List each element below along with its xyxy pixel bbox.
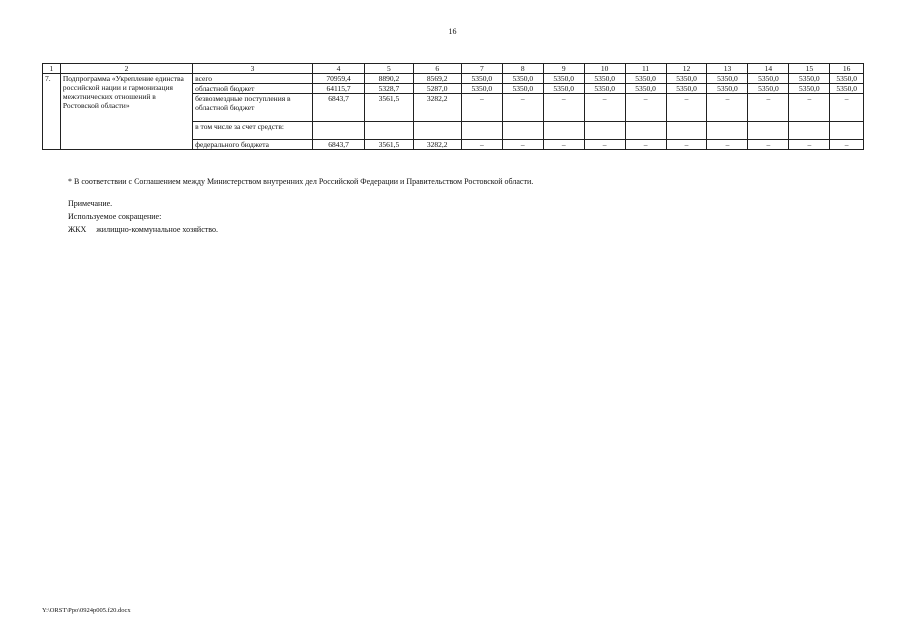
value-cell: 5350,0 <box>830 84 864 94</box>
value-cell: 5350,0 <box>584 84 625 94</box>
abbreviation-definition: жилищно-коммунальное хозяйство. <box>96 225 218 234</box>
footnote: * В соответствии с Соглашением между Министерством внутренних дел Российской Федерации и Правительством Ростовской области. <box>68 177 534 186</box>
value-cell: 8890,2 <box>365 74 413 84</box>
value-cell: – <box>666 140 707 150</box>
value-cell: – <box>789 140 830 150</box>
value-cell: – <box>748 140 789 150</box>
value-cell: 5350,0 <box>666 84 707 94</box>
value-cell: 5350,0 <box>707 84 748 94</box>
value-cell: 70959,4 <box>312 74 364 84</box>
row-number: 7. <box>43 74 61 150</box>
table-body <box>43 64 864 150</box>
value-cell: – <box>584 140 625 150</box>
value-cell: – <box>830 140 864 150</box>
value-cell: – <box>543 94 584 122</box>
value-cell: 5350,0 <box>543 84 584 94</box>
value-cell: 64115,7 <box>312 84 364 94</box>
value-cell: – <box>502 94 543 122</box>
column-header: 9 <box>543 64 584 74</box>
value-cell <box>502 122 543 140</box>
value-cell: – <box>830 94 864 122</box>
value-cell: – <box>789 94 830 122</box>
value-cell: 8569,2 <box>413 74 461 84</box>
value-cell: 6843,7 <box>312 94 364 122</box>
value-cell <box>625 122 666 140</box>
column-header: 4 <box>312 64 364 74</box>
file-path: Y:\ORST\Ppo\0924p005.f20.docx <box>42 607 131 614</box>
column-header: 15 <box>789 64 830 74</box>
value-cell <box>312 122 364 140</box>
value-cell: 3561,5 <box>365 140 413 150</box>
value-cell <box>461 122 502 140</box>
page-number: 16 <box>448 27 457 36</box>
value-cell: – <box>502 140 543 150</box>
column-header: 5 <box>365 64 413 74</box>
value-cell <box>748 122 789 140</box>
column-header: 6 <box>413 64 461 74</box>
column-header: 8 <box>502 64 543 74</box>
value-cell: 5350,0 <box>584 74 625 84</box>
column-header: 13 <box>707 64 748 74</box>
note-title: Примечание. <box>68 199 113 208</box>
value-cell: 5350,0 <box>748 74 789 84</box>
column-header: 16 <box>830 64 864 74</box>
value-cell: 5350,0 <box>830 74 864 84</box>
value-cell: 5350,0 <box>748 84 789 94</box>
value-cell <box>789 122 830 140</box>
value-cell: – <box>666 94 707 122</box>
column-header: 14 <box>748 64 789 74</box>
value-cell: 5350,0 <box>789 84 830 94</box>
value-cell: 5350,0 <box>461 84 502 94</box>
abbreviation-entry <box>68 225 218 234</box>
column-header: 7 <box>461 64 502 74</box>
column-header: 3 <box>193 64 313 74</box>
value-cell <box>365 122 413 140</box>
value-cell: – <box>707 140 748 150</box>
value-cell: 5287,0 <box>413 84 461 94</box>
funding-source-label: всего <box>193 74 313 84</box>
value-cell: – <box>625 140 666 150</box>
abbreviation-title: Используемое сокращение: <box>68 212 162 221</box>
value-cell <box>707 122 748 140</box>
column-header: 11 <box>625 64 666 74</box>
value-cell <box>666 122 707 140</box>
value-cell: – <box>625 94 666 122</box>
column-header: 12 <box>666 64 707 74</box>
column-header: 10 <box>584 64 625 74</box>
budget-table <box>42 63 864 150</box>
funding-source-label: безвозмездные поступления в областной бюджет <box>193 94 313 122</box>
value-cell: 3282,2 <box>413 140 461 150</box>
value-cell: 3282,2 <box>413 94 461 122</box>
value-cell: 5350,0 <box>789 74 830 84</box>
value-cell <box>413 122 461 140</box>
value-cell: 5350,0 <box>625 74 666 84</box>
value-cell: 5350,0 <box>502 74 543 84</box>
value-cell: – <box>461 94 502 122</box>
value-cell <box>543 122 584 140</box>
value-cell: 5350,0 <box>502 84 543 94</box>
value-cell: – <box>584 94 625 122</box>
funding-source-label: в том числе за счет средств: <box>193 122 313 140</box>
table-row <box>43 74 864 84</box>
value-cell <box>830 122 864 140</box>
value-cell <box>584 122 625 140</box>
value-cell: 5350,0 <box>666 74 707 84</box>
abbreviation-term: ЖКХ <box>68 225 87 234</box>
value-cell: – <box>461 140 502 150</box>
value-cell: 3561,5 <box>365 94 413 122</box>
table-header-row <box>43 64 864 74</box>
value-cell: – <box>748 94 789 122</box>
value-cell: 5350,0 <box>707 74 748 84</box>
column-header: 1 <box>43 64 61 74</box>
value-cell: 5350,0 <box>625 84 666 94</box>
value-cell: 5350,0 <box>461 74 502 84</box>
program-name: Подпрограмма «Укрепление единства российской нации и гармонизация межэтнических отношений в Ростовской области» <box>60 74 192 150</box>
column-header: 2 <box>60 64 192 74</box>
value-cell: – <box>543 140 584 150</box>
value-cell: 5328,7 <box>365 84 413 94</box>
funding-source-label: федерального бюджета <box>193 140 313 150</box>
value-cell: 6843,7 <box>312 140 364 150</box>
value-cell: 5350,0 <box>543 74 584 84</box>
funding-source-label: областной бюджет <box>193 84 313 94</box>
value-cell: – <box>707 94 748 122</box>
